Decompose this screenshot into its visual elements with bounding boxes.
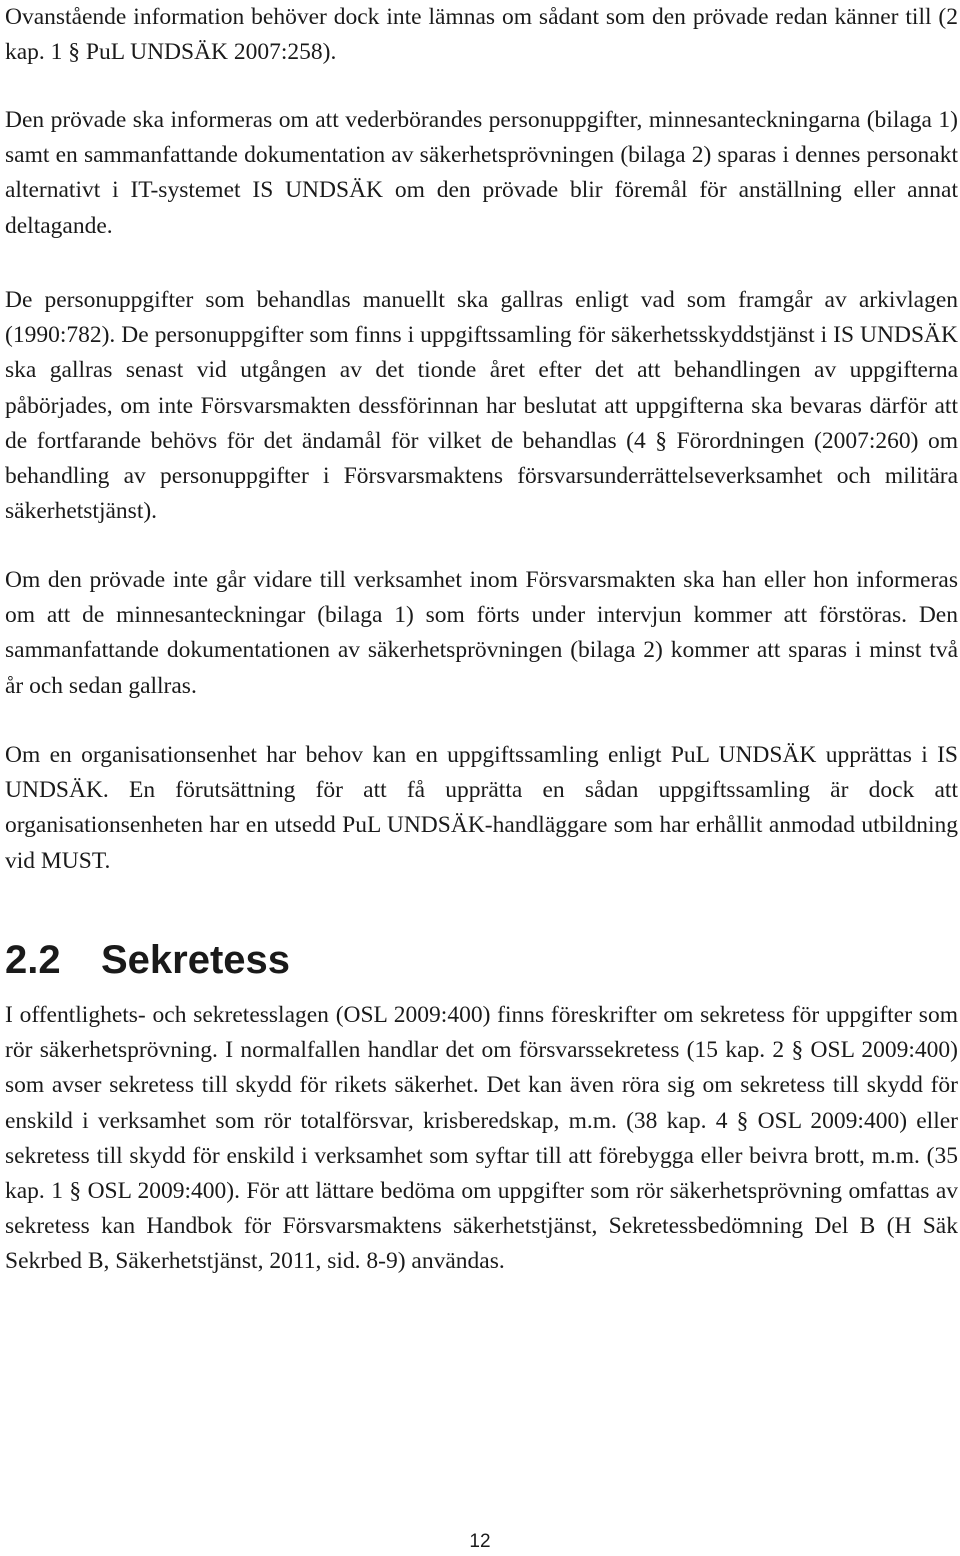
paragraph-notes-destruction: Om den prövade inte går vidare till verksamhet inom Försvarsmakten ska han eller hon informeras om att de minnesanteckningar (bilaga 1) som förts under intervjun kommer att förstöras. Den sammanfattande dokumentationen av säkerhetsprövningen (bilaga 2) kommer att sparas i minst två år och sedan gallras. (5, 567, 958, 699)
page-number: 12 (469, 1531, 491, 1552)
paragraph-data-deletion: De personuppgifter som behandlas manuellt ska gallras enligt vad som framgår av arkivlagen (1990:782). De personuppgifter som finns i uppgiftssamling för säkerhetsskyddstjänst i IS UNDSÄK ska gallras senast vid utgången av det tionde året efter det att behandlingen av uppgifterna påbörjades, om inte Försvarsmakten dessförinnan har beslutat att uppgifterna ska bevaras därför att de fortfarande behövs för det ändamål för vilket de behandlas (4 § Förordningen (2007:260) om behandling av personuppgifter i Försvarsmaktens försvarsunderrättelseverksamhet och militära säkerhetstjänst). (5, 287, 958, 525)
paragraph-secrecy: I offentlighets- och sekretesslagen (OSL 2009:400) finns föreskrifter om sekretess för uppgifter som rör säkerhetsprövning. I normalfallen handlar det om försvarssekretess (15 kap. 2 § OSL 2009:400) som avser sekretess till skydd för rikets säkerhet. Det kan även röra sig om sekretess till skydd för enskild i verksamhet som rör totalförsvar, krisberedskap, m.m. (38 kap. 4 § OSL 2009:400) eller sekretess till skydd för enskild i verksamhet som syftar till att förebygga eller beivra brott, m.m. (35 kap. 1 § OSL 2009:400). För att lättare bedöma om uppgifter som rör säkerhetsprövning omfattas av sekretess kan Handbok för Försvarsmaktens säkerhetstjänst, Sekretessbedömning Del B (H Säk Sekrbed B, Säkerhetstjänst, 2011, sid. 8-9) användas. (5, 1002, 958, 1275)
section-title: Sekretess (101, 938, 291, 982)
paragraph-organisation-unit: Om en organisationsenhet har behov kan en uppgiftssamling enligt PuL UNDSÄK upprättas i IS UNDSÄK. En förutsättning för att få upprätta en sådan uppgiftssamling är dock att organisationsenheten har en utsedd PuL UNDSÄK-handläggare som har erhållit anmodad utbildning vid MUST. (5, 742, 958, 874)
paragraph-personal-file-storage: Den prövade ska informeras om att vederbörandes personuppgifter, minnesanteckningarna (bilaga 1) samt en sammanfattande dokumentation av säkerhetsprövningen (bilaga 2) sparas i dennes personakt alternativt i IT-systemet IS UNDSÄK om den prövade blir föremål för anställning eller annat deltagande. (5, 107, 958, 239)
section-heading (5, 932, 290, 988)
paragraph-information-exception: Ovanstående information behöver dock inte lämnas om sådant som den prövade redan känner till (2 kap. 1 § PuL UNDSÄK 2007:258). (5, 4, 958, 66)
section-number: 2.2 (5, 938, 61, 982)
